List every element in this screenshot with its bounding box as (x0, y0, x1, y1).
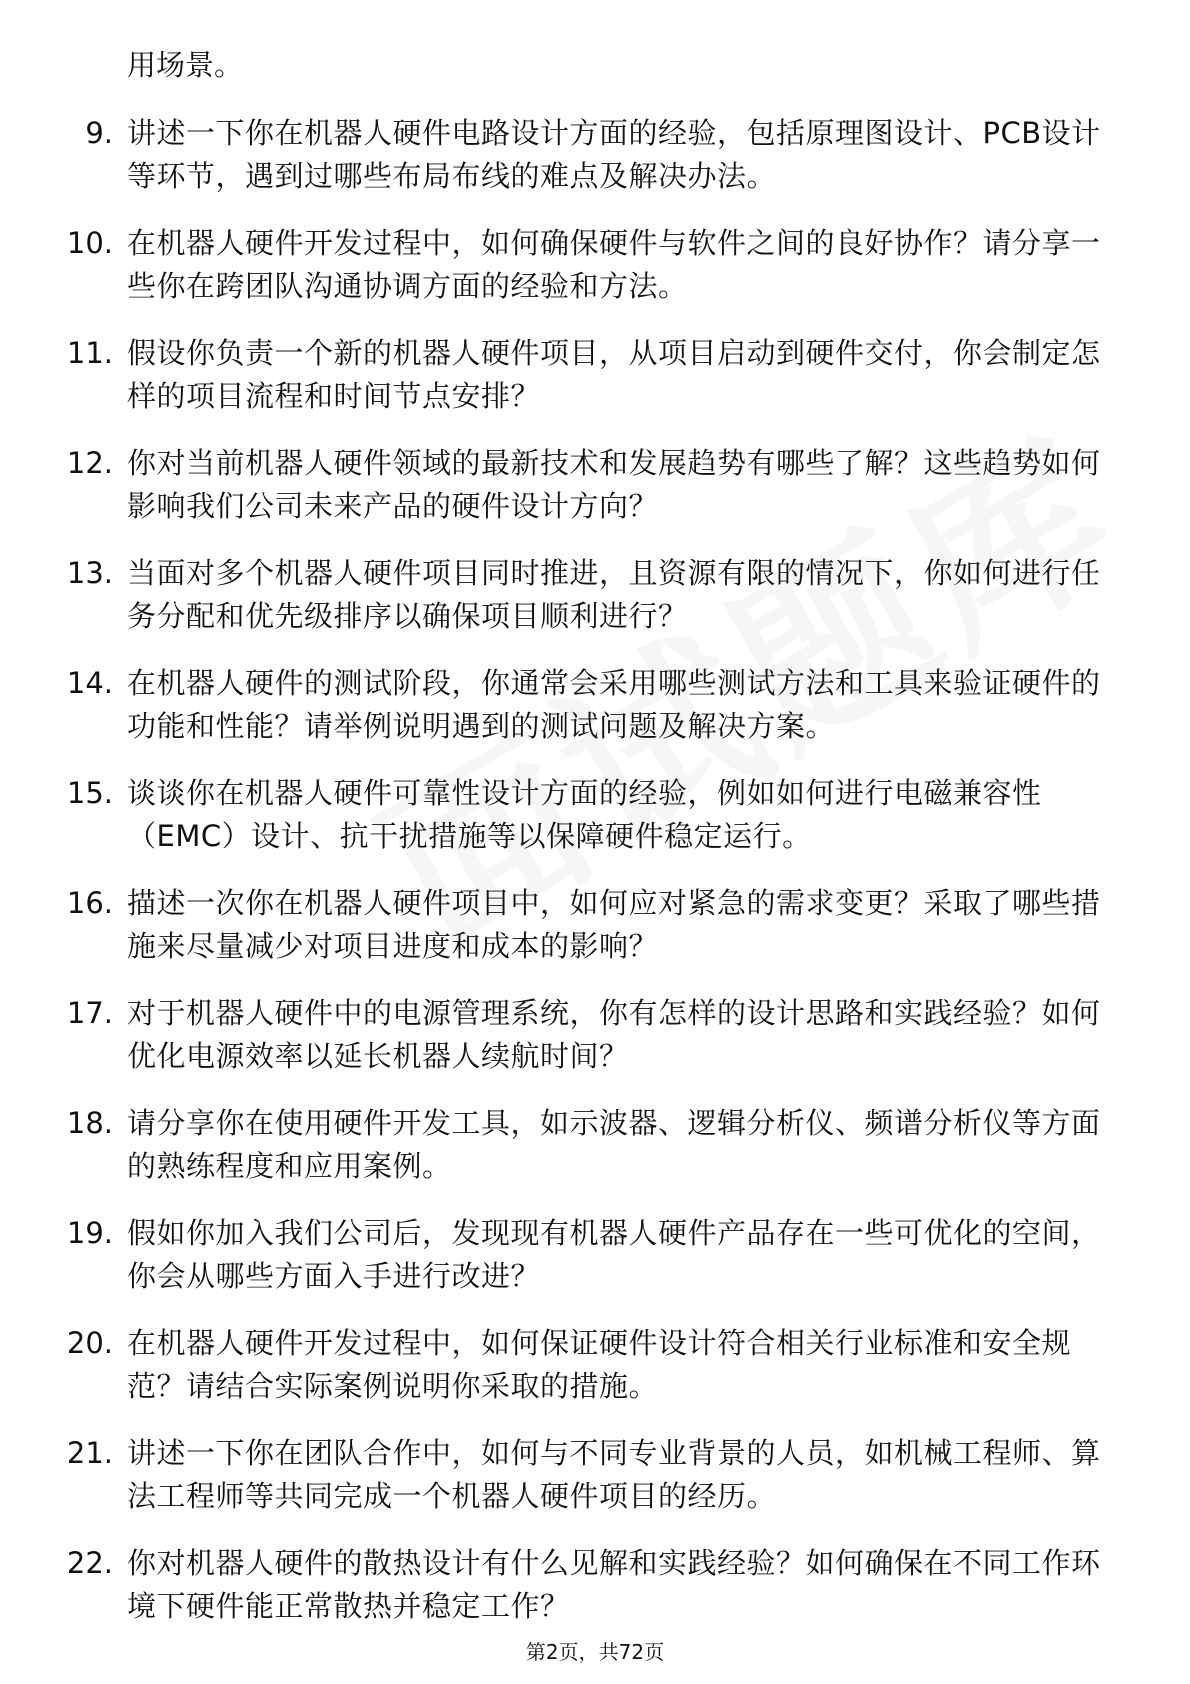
question-number: 11. (66, 336, 113, 370)
question-item (0, 1102, 1190, 1188)
page-footer: 第2页，共72页 (525, 1640, 665, 1664)
question-text: 在机器人硬件开发过程中，如何保证硬件设计符合相关行业标准和安全规范？请结合实际案例说明你采取的措施。 (127, 1326, 1072, 1403)
question-number: 17. (66, 996, 113, 1030)
question-number: 21. (66, 1436, 113, 1470)
question-text: 你对当前机器人硬件领域的最新技术和发展趋势有哪些了解？这些趋势如何影响我们公司未来产品的硬件设计方向？ (127, 446, 1101, 523)
question-item (0, 552, 1190, 638)
question-text: 请分享你在使用硬件开发工具，如示波器、逻辑分析仪、频谱分析仪等方面的熟练程度和应用案例。 (127, 1106, 1101, 1183)
question-item (0, 1322, 1190, 1408)
question-text: 谈谈你在机器人硬件可靠性设计方面的经验，例如如何进行电磁兼容性（EMC）设计、抗干扰措施等以保障硬件稳定运行。 (127, 776, 1042, 853)
question-item (0, 1212, 1190, 1298)
question-item (0, 1542, 1190, 1628)
question-item (0, 662, 1190, 748)
question-text: 描述一次你在机器人硬件项目中，如何应对紧急的需求变更？采取了哪些措施来尽量减少对项目进度和成本的影响？ (127, 886, 1101, 963)
question-number: 14. (66, 666, 113, 700)
question-item (0, 882, 1190, 968)
question-item (0, 772, 1190, 858)
question-item (0, 112, 1190, 198)
question-number: 12. (66, 446, 113, 480)
question-number: 19. (66, 1216, 113, 1250)
question-number: 18. (66, 1106, 113, 1140)
question-number: 10. (66, 226, 113, 260)
question-text: 在机器人硬件开发过程中，如何确保硬件与软件之间的良好协作？请分享一些你在跨团队沟通协调方面的经验和方法。 (127, 226, 1101, 303)
question-item (0, 1432, 1190, 1518)
document-body (0, 44, 1190, 1652)
question-item (0, 442, 1190, 528)
question-text: 当面对多个机器人硬件项目同时推进，且资源有限的情况下，你如何进行任务分配和优先级排序以确保项目顺利进行？ (127, 556, 1101, 633)
question-number: 16. (66, 886, 113, 920)
question-number: 9. (85, 116, 113, 150)
question-text: 讲述一下你在团队合作中，如何与不同专业背景的人员，如机械工程师、算法工程师等共同完成一个机器人硬件项目的经历。 (127, 1436, 1101, 1513)
question-number: 15. (66, 776, 113, 810)
question-item (0, 332, 1190, 418)
question-text: 假如你加入我们公司后，发现现有机器人硬件产品存在一些可优化的空间，你会从哪些方面入手进行改进？ (127, 1216, 1101, 1293)
question-list (0, 112, 1190, 1628)
question-item (0, 222, 1190, 308)
question-number: 22. (66, 1546, 113, 1580)
question-text: 在机器人硬件的测试阶段，你通常会采用哪些测试方法和工具来验证硬件的功能和性能？请举例说明遇到的测试问题及解决方案。 (127, 666, 1101, 743)
continued-text: 用场景。 (127, 48, 244, 82)
question-text: 你对机器人硬件的散热设计有什么见解和实践经验？如何确保在不同工作环境下硬件能正常散热并稳定工作？ (127, 1546, 1101, 1623)
question-number: 13. (66, 556, 113, 590)
question-text: 讲述一下你在机器人硬件电路设计方面的经验，包括原理图设计、PCB设计等环节，遇到过哪些布局布线的难点及解决办法。 (127, 116, 1101, 193)
question-text: 假设你负责一个新的机器人硬件项目，从项目启动到硬件交付，你会制定怎样的项目流程和时间节点安排？ (127, 336, 1101, 413)
question-number: 20. (66, 1326, 113, 1360)
question-text: 对于机器人硬件中的电源管理系统，你有怎样的设计思路和实践经验？如何优化电源效率以延长机器人续航时间？ (127, 996, 1101, 1073)
question-item (0, 992, 1190, 1078)
